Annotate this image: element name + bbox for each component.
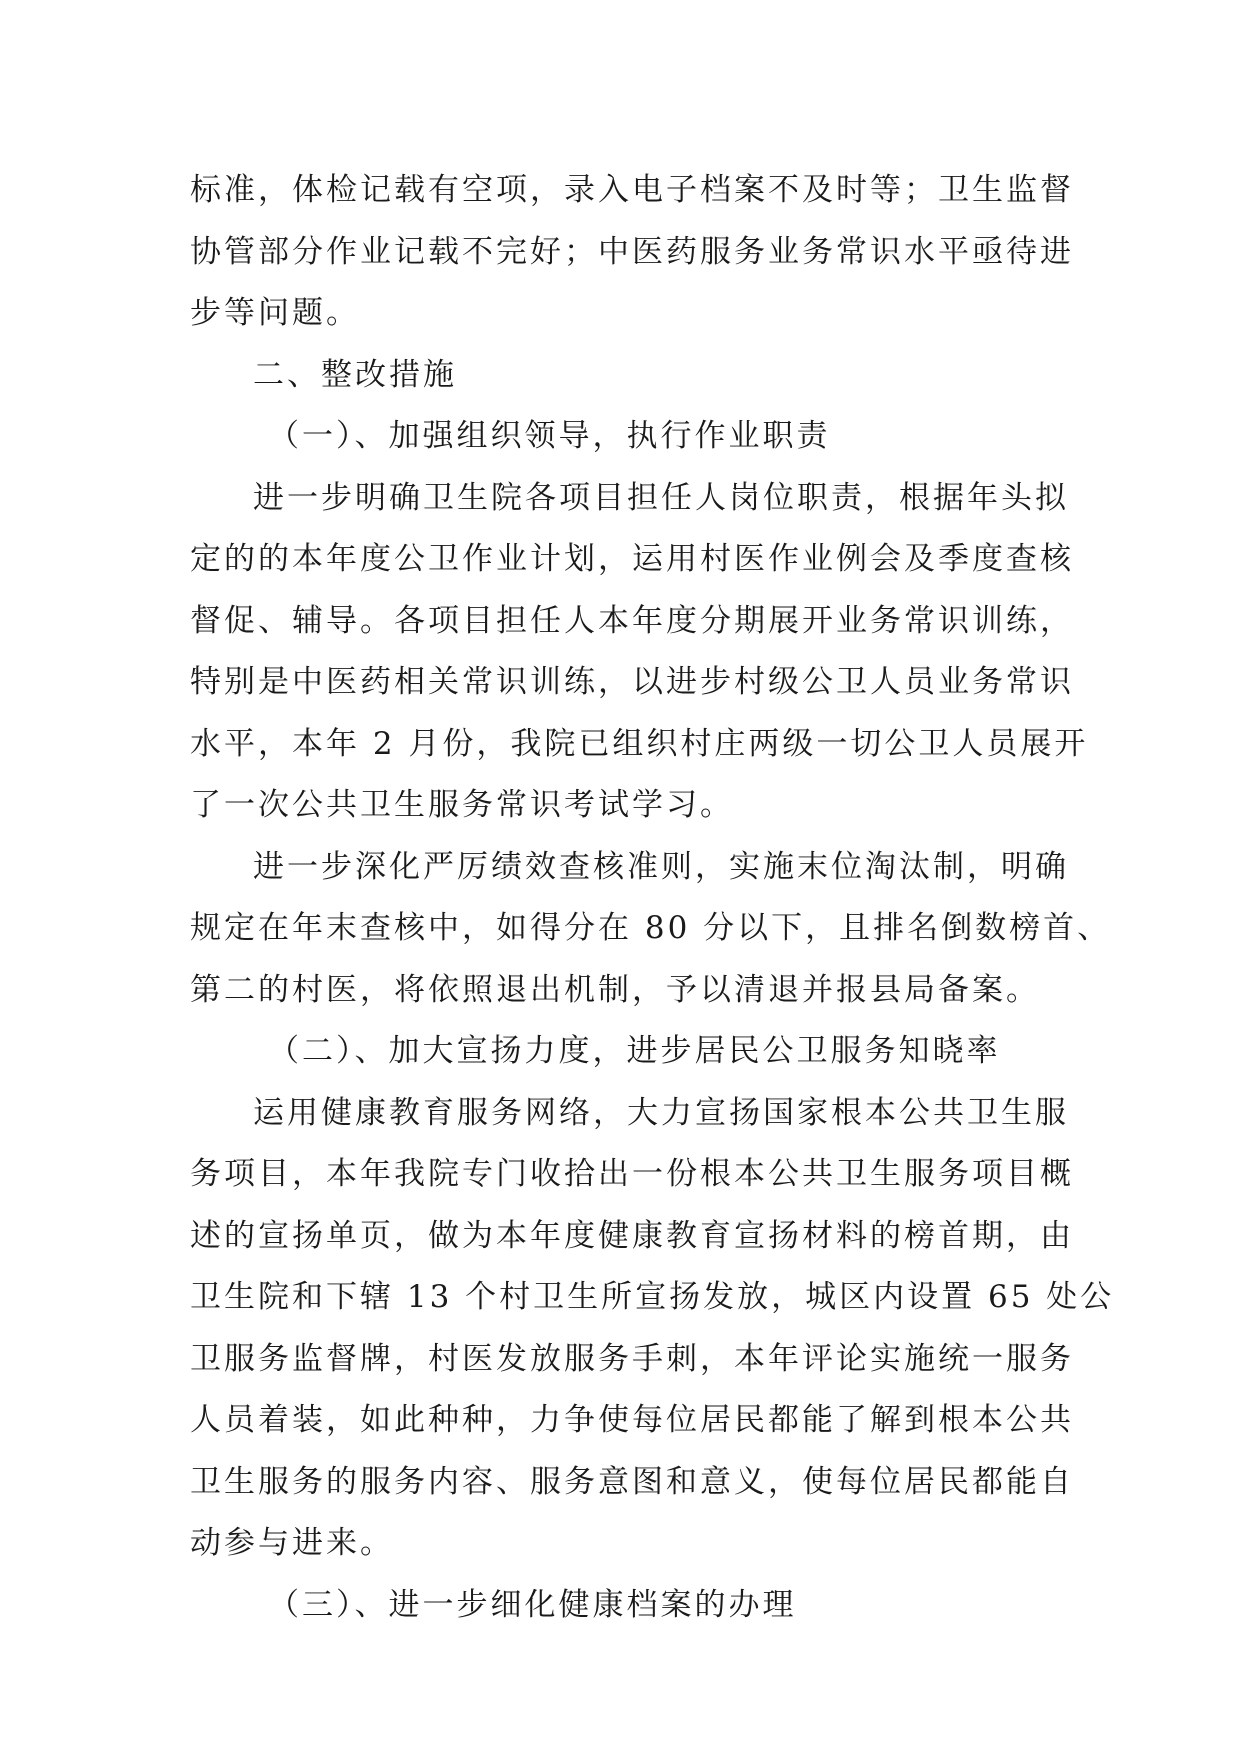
text-line: 第二的村医，将依照退出机制，予以清退并报县局备案。	[190, 971, 1040, 1008]
text-line: 协管部分作业记载不完好；中医药服务业务常识水平亟待进	[190, 233, 1074, 270]
text-line: 人员着装，如此种种，力争使每位居民都能了解到根本公共	[190, 1402, 1074, 1438]
text-line: 督促、辅导。各项目担任人本年度分期展开业务常识训练，	[190, 602, 1074, 639]
text-line: 水平，本年 2 月份，我院已组织村庄两级一切公卫人员展开	[190, 725, 1089, 762]
text-line: 定的的本年度公卫作业计划，运用村医作业例会及季度查核	[190, 541, 1074, 577]
heading-text: （一）、加强组织领导，执行作业职责	[268, 418, 831, 454]
text-line: 进一步深化严厉绩效查核准则，实施末位淘汰制，明确	[253, 848, 1069, 885]
paragraph	[190, 1083, 1115, 1575]
subsection-heading	[190, 406, 1050, 468]
text-line: 卫生服务的服务内容、服务意图和意义，使每位居民都能自	[190, 1463, 1074, 1500]
text-line: 规定在年末查核中，如得分在 80 分以下，且排名倒数榜首、	[190, 910, 1112, 946]
text-line: 运用健康教育服务网络，大力宣扬国家根本公共卫生服	[253, 1094, 1069, 1131]
text-line: 步等问题。	[190, 295, 360, 331]
text-line: 动参与进来。	[190, 1525, 394, 1561]
text-line: 进一步明确卫生院各项目担任人岗位职责，根据年头拟	[253, 479, 1069, 516]
subsection-heading	[190, 1021, 1050, 1083]
text-line: 卫服务监督牌，村医发放服务手刺，本年评论实施统一服务	[190, 1340, 1074, 1377]
text-line: 务项目，本年我院专门收拾出一份根本公共卫生服务项目概	[190, 1156, 1074, 1192]
paragraph	[190, 837, 1112, 1022]
heading-text: 二、整改措施	[253, 356, 457, 393]
heading-text: （三）、进一步细化健康档案的办理	[268, 1586, 797, 1623]
section-heading	[190, 345, 1050, 407]
paragraph-continuation	[190, 160, 1074, 345]
document-body	[190, 160, 1115, 1636]
text-line: 了一次公共卫生服务常识考试学习。	[190, 787, 734, 823]
text-line: 述的宣扬单页，做为本年度健康教育宣扬材料的榜首期，由	[190, 1217, 1074, 1254]
text-line: 特别是中医药相关常识训练，以进步村级公卫人员业务常识	[190, 664, 1074, 700]
subsection-heading	[190, 1575, 1050, 1637]
heading-text: （二）、加大宣扬力度，进步居民公卫服务知晓率	[268, 1033, 1001, 1069]
text-line: 标准，体检记载有空项，录入电子档案不及时等；卫生监督	[190, 172, 1074, 208]
text-line: 卫生院和下辖 13 个村卫生所宣扬发放，城区内设置 65 处公	[190, 1279, 1115, 1315]
paragraph	[190, 468, 1089, 837]
